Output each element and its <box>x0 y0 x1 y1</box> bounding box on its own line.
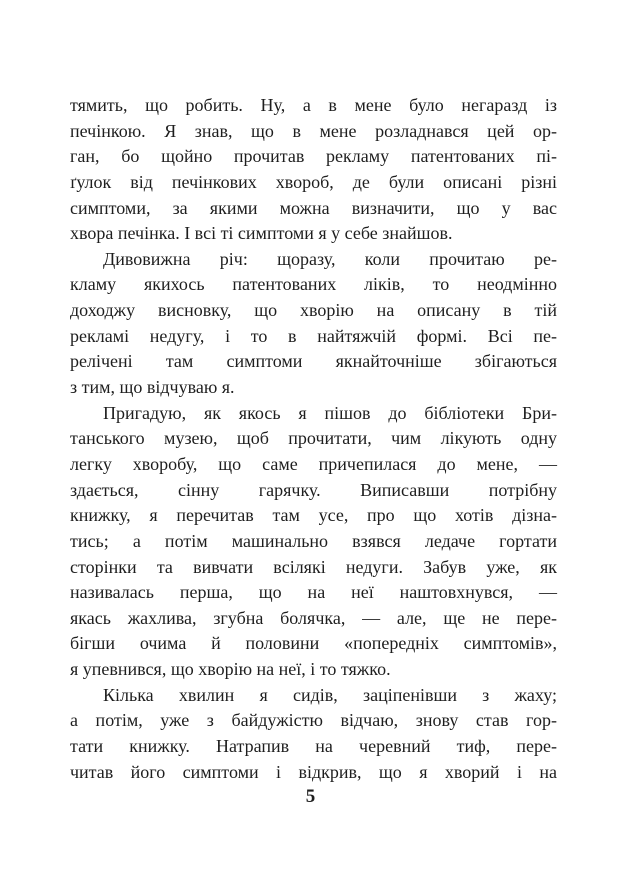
paragraph <box>70 247 557 401</box>
text-line: Кілька хвилин я сидів, заціпенівши з жаху; <box>103 684 557 705</box>
text-line: легку хворобу, що саме причепилася до мене, — <box>70 453 557 474</box>
text-line: ґулок від печінкових хвороб, де були описані різні <box>70 171 557 192</box>
body-text <box>70 93 557 785</box>
text-line: бігши очима й половини «попередніх симптомів», <box>70 633 557 654</box>
text-line: хвора печінка. І всі ті симптоми я у себе знайшов. <box>70 223 453 244</box>
text-line: печінкою. Я знав, що в мене розладнався цей ор- <box>70 120 557 141</box>
page-number: 5 <box>305 786 316 807</box>
text-line: я упевнився, що хворію на неї, і то тяжко. <box>70 659 391 680</box>
text-line: книжку, я перечитав там усе, про що хотів дізна- <box>70 505 557 526</box>
text-line: читав його симптоми і відкрив, що я хворий і на <box>70 761 557 782</box>
text-line: з тим, що відчуваю я. <box>70 377 235 398</box>
text-line: сторінки та вивчати всілякі недуги. Забув уже, як <box>70 556 557 577</box>
text-line: доходжу висновку, що хворію на описану в тій <box>70 300 557 321</box>
text-line: рекламі недугу, і то в найтяжчій формі. Всі пе- <box>70 325 557 346</box>
paragraph <box>70 93 557 247</box>
text-line: кламу якихось патентованих ліків, то неодмінно <box>70 274 557 295</box>
text-line: тись; а потім машинально взявся ледаче гортати <box>70 530 557 551</box>
text-line: ган, бо щойно прочитав рекламу патентованих пі- <box>70 146 557 167</box>
text-line: Дивовижна річ: щоразу, коли прочитаю ре- <box>103 248 557 269</box>
text-line: танського музею, щоб прочитати, чим лікують одну <box>70 428 557 449</box>
text-line: релічені там симптоми якнайточніше збігаються <box>70 351 557 372</box>
text-line: а потім, уже з байдужістю відчаю, знову став гор- <box>70 710 557 731</box>
text-line: симптоми, за якими можна визначити, що у вас <box>70 197 557 218</box>
paragraph <box>70 683 557 786</box>
text-line: здається, сінну гарячку. Виписавши потрібну <box>70 479 557 500</box>
text-line: якась жахлива, згубна болячка, — але, ще не пере- <box>70 607 557 628</box>
paragraph <box>70 401 557 683</box>
text-line: Пригадую, як якось я пішов до бібліотеки Бри- <box>103 402 557 423</box>
text-line: тати книжку. Натрапив на черевний тиф, пере- <box>70 736 557 757</box>
text-line: тямить, що робить. Ну, а в мене було негаразд із <box>70 95 557 115</box>
text-line: називалась перша, що на неї наштовхнувся, — <box>70 582 557 603</box>
